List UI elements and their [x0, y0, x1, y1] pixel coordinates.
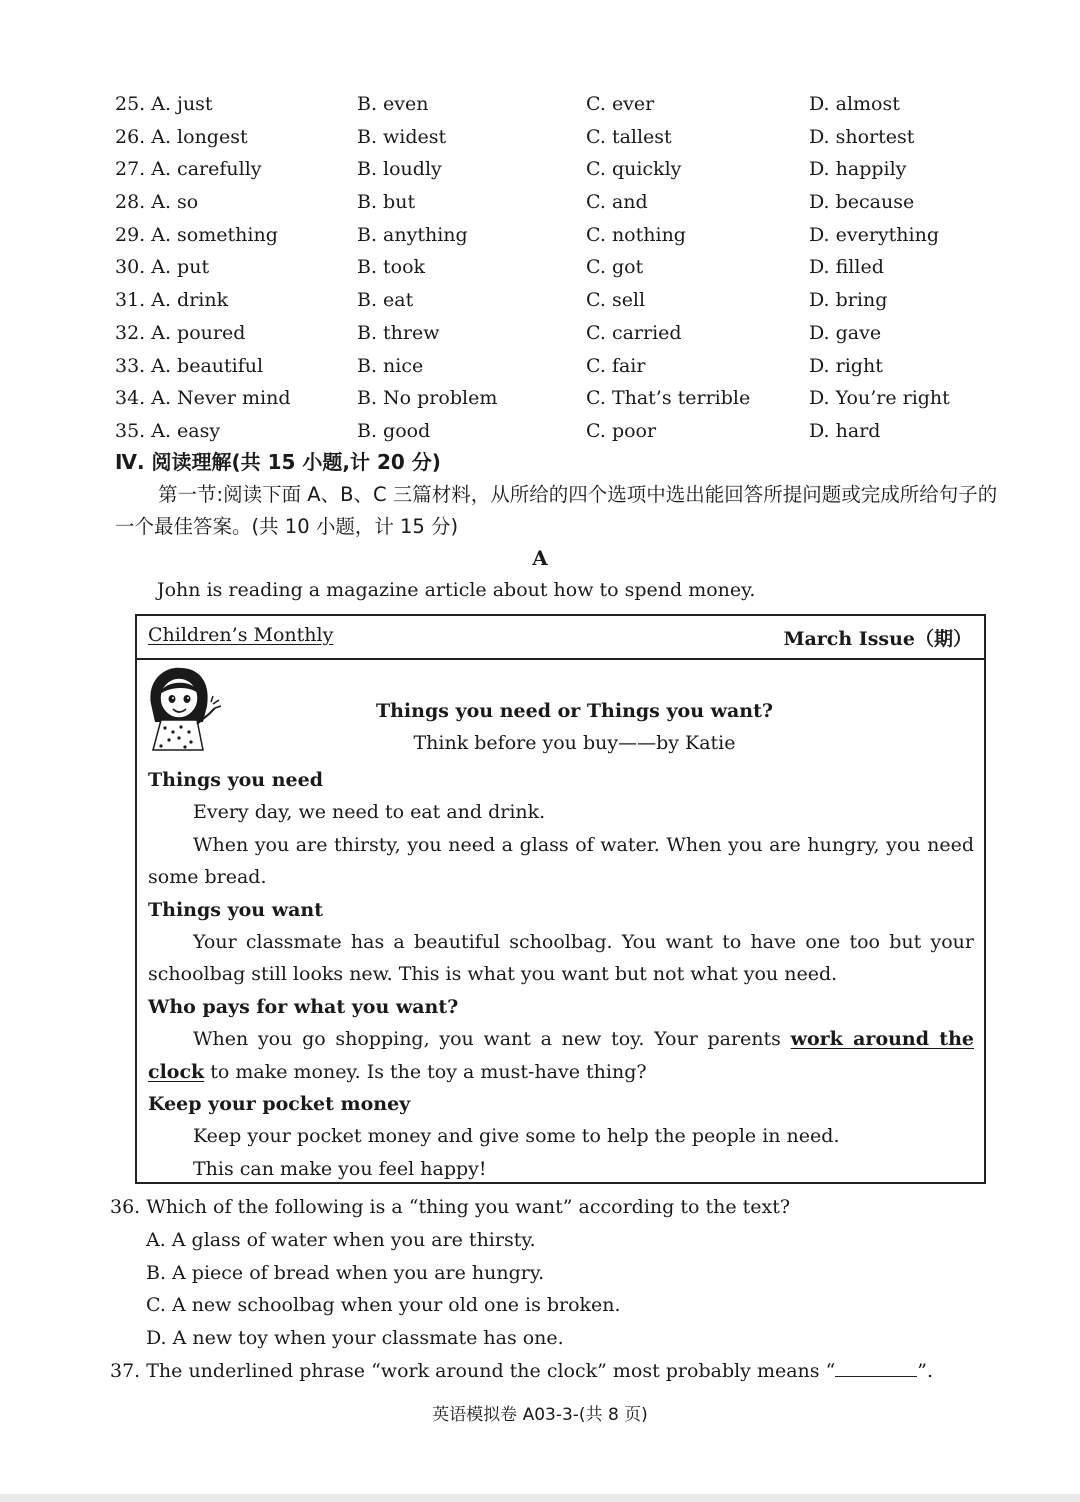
option-c: C. fair — [586, 354, 646, 377]
article-box — [135, 614, 986, 1184]
option-a: 29. A. something — [115, 223, 278, 246]
option-a: 28. A. so — [115, 191, 199, 214]
question-option: A. A glass of water when you are thirsty. — [146, 1228, 536, 1251]
option-b: B. took — [357, 256, 426, 279]
question-option: C. A new schoolbag when your old one is broken. — [146, 1294, 621, 1317]
choice-row — [115, 153, 1015, 186]
passage-intro: John is reading a magazine article about how to spend money. — [157, 579, 756, 601]
option-d: D. everything — [809, 223, 940, 246]
option-d: D. bring — [809, 289, 888, 312]
magazine-name: Children’s Monthly — [148, 624, 334, 646]
option-b: B. widest — [357, 125, 447, 148]
question-option: B. A piece of bread when you are hungry. — [146, 1261, 545, 1284]
option-c: C. That’s terrible — [586, 387, 751, 410]
heading-needs: Things you need — [148, 769, 323, 791]
option-d: D. almost — [809, 93, 900, 115]
option-b: B. anything — [357, 223, 468, 246]
option-d: D. hard — [809, 419, 881, 442]
question-36: 36. Which of the following is a “thing you want” according to the text? — [110, 1196, 791, 1218]
questions — [110, 1191, 990, 1388]
choice-row — [115, 88, 1015, 121]
heading-pocket-money: Keep your pocket money — [148, 1093, 411, 1116]
paragraph: This can make you feel happy! — [193, 1157, 487, 1180]
option-d: D. right — [809, 354, 883, 377]
page-footer: 英语模拟卷 A03-3-(共 8 页) — [432, 1405, 648, 1425]
heading-who-pays: Who pays for what you want? — [148, 995, 459, 1018]
option-d: D. gave — [809, 321, 882, 344]
paragraph: Every day, we need to eat and drink. — [193, 801, 546, 824]
choice-row — [115, 121, 1015, 154]
passage-letter: A — [532, 546, 548, 570]
magazine-issue: March Issue（期） — [783, 628, 972, 650]
paragraph: Keep your pocket money and give some to help the people in need. — [193, 1125, 840, 1148]
article-header — [137, 616, 984, 660]
paragraph: When you are thirsty, you need a glass of water. When you are hungry, you need some bread. — [148, 833, 974, 889]
paragraph-text: to make money. Is the toy a must-have thing? — [204, 1060, 647, 1083]
paragraph: Your classmate has a beautiful schoolbag. You want to have one too but your schoolbag still looks new. This is what you want but not what you need. — [148, 931, 974, 986]
option-a: 26. A. longest — [115, 125, 248, 148]
cloze-choices — [115, 88, 1015, 448]
choice-row — [115, 317, 1015, 350]
option-a: 34. A. Never mind — [115, 387, 291, 410]
option-d: D. You’re right — [809, 387, 950, 410]
question-37 — [110, 1355, 990, 1388]
section-intro: 第一节:阅读下面 A、B、C 三篇材料，从所给的四个选项中选出能回答所提问题或完成所给句子的一个最佳答案。(共 10 小题，计 15 分) — [115, 483, 998, 538]
option-a: 25. A. just — [115, 93, 213, 115]
option-b: B. but — [357, 191, 416, 214]
option-a: 33. A. beautiful — [115, 354, 264, 377]
question-text: ”. — [917, 1359, 934, 1382]
page-edge — [0, 1494, 1080, 1502]
option-d: D. shortest — [809, 125, 915, 148]
option-b: B. No problem — [357, 387, 498, 410]
choice-row — [115, 251, 1015, 284]
option-c: C. sell — [586, 289, 646, 312]
option-c: C. carried — [586, 321, 682, 344]
option-b: B. threw — [357, 321, 440, 344]
option-d: D. because — [809, 191, 915, 214]
choice-row — [115, 219, 1015, 252]
option-b: B. nice — [357, 354, 424, 377]
question-option: D. A new toy when your classmate has one. — [146, 1327, 564, 1350]
option-a: 32. A. poured — [115, 321, 246, 344]
article-body — [148, 764, 974, 1185]
option-b: B. good — [357, 419, 431, 442]
option-b: B. even — [357, 93, 429, 115]
underlined-phrase: work around the clock — [148, 1028, 974, 1083]
option-c: C. and — [586, 191, 648, 214]
answer-blank — [835, 1358, 917, 1377]
choice-row — [115, 415, 1015, 448]
section-title: Ⅳ. 阅读理解(共 15 小题,计 20 分) — [115, 450, 441, 474]
question-text: 37. The underlined phrase “work around the clock” most probably means “ — [110, 1359, 836, 1382]
option-c: C. ever — [586, 93, 655, 115]
option-c: C. nothing — [586, 223, 686, 246]
heading-wants: Things you want — [148, 898, 323, 921]
paragraph-text: When you go shopping, you want a new toy. Your parents — [193, 1028, 791, 1051]
option-a: 31. A. drink — [115, 289, 229, 312]
option-a: 35. A. easy — [115, 419, 221, 442]
choice-row — [115, 284, 1015, 317]
article-subtitle: Think before you buy——by Katie — [413, 732, 736, 754]
choice-row — [115, 186, 1015, 219]
option-d: D. happily — [809, 158, 907, 181]
option-a: 27. A. carefully — [115, 158, 262, 181]
option-c: C. poor — [586, 419, 657, 442]
choice-row — [115, 350, 1015, 383]
option-b: B. eat — [357, 289, 414, 312]
option-a: 30. A. put — [115, 256, 210, 279]
option-c: C. tallest — [586, 125, 672, 148]
option-c: C. quickly — [586, 158, 682, 181]
option-c: C. got — [586, 256, 644, 279]
paragraph-with-underline — [148, 1023, 974, 1088]
choice-row — [115, 382, 1015, 415]
option-b: B. loudly — [357, 158, 442, 181]
article-title: Things you need or Things you want? — [375, 700, 774, 722]
option-d: D. filled — [809, 256, 884, 279]
